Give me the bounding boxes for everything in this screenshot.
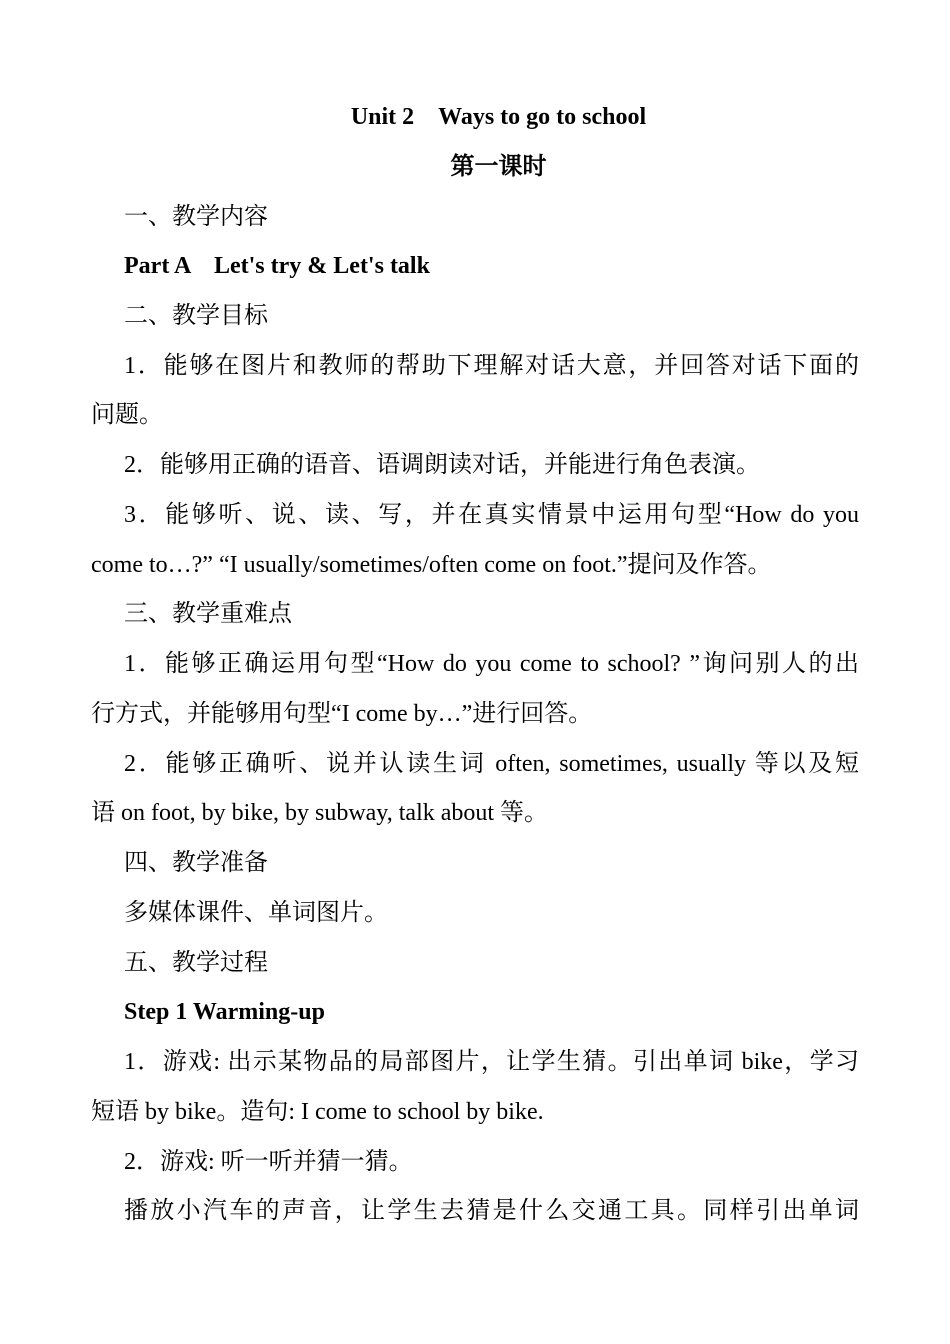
step-1-heading: Step 1 Warming-up bbox=[124, 999, 325, 1025]
step-1-item-2-detail: 播放小汽车的声音，让学生去猜是什么交通工具。同样引出单词 bbox=[124, 1198, 859, 1224]
goal-2: 2．能够用正确的语音、语调朗读对话，并能进行角色表演。 bbox=[124, 452, 760, 478]
keypoint-1-line-2: 行方式，并能够用句型“I come by…”进行回答。 bbox=[91, 701, 593, 727]
doc-title: Unit 2 Ways to go to school bbox=[350, 104, 647, 130]
section-heading-content: 一、教学内容 bbox=[124, 204, 268, 230]
goal-1-line-1: 1．能够在图片和教师的帮助下理解对话大意，并回答对话下面的 bbox=[124, 353, 859, 379]
doc-subtitle: 第一课时 bbox=[450, 154, 547, 180]
section-heading-preparation: 四、教学准备 bbox=[124, 850, 268, 876]
section-heading-process: 五、教学过程 bbox=[124, 950, 268, 976]
part-heading: Part A Let's try & Let's talk bbox=[124, 253, 430, 279]
goal-1-line-2: 问题。 bbox=[91, 402, 163, 428]
step-1-item-2: 2．游戏: 听一听并猜一猜。 bbox=[124, 1149, 413, 1175]
keypoint-1-line-1: 1．能够正确运用句型“How do you come to school? ”询问别人的出 bbox=[124, 651, 859, 677]
step-1-item-1-line-1: 1．游戏: 出示某物品的局部图片，让学生猜。引出单词 bike，学习 bbox=[124, 1049, 859, 1075]
step-1-item-1-line-2: 短语 by bike。造句: I come to school by bike. bbox=[91, 1099, 544, 1125]
keypoint-2-line-2: 语 on foot, by bike, by subway, talk about 等。 bbox=[91, 800, 549, 826]
goal-3-line-2: come to…?” “I usually/sometimes/often come on foot.”提问及作答。 bbox=[91, 552, 772, 578]
section-heading-keypoints: 三、教学重难点 bbox=[124, 601, 292, 627]
keypoint-2-line-1: 2．能够正确听、说并认读生词 often, sometimes, usually 等以及短 bbox=[124, 751, 859, 777]
section-heading-goals: 二、教学目标 bbox=[124, 303, 268, 329]
preparation-text: 多媒体课件、单词图片。 bbox=[124, 900, 388, 926]
goal-3-line-1: 3．能够听、说、读、写，并在真实情景中运用句型“How do you bbox=[124, 502, 859, 528]
